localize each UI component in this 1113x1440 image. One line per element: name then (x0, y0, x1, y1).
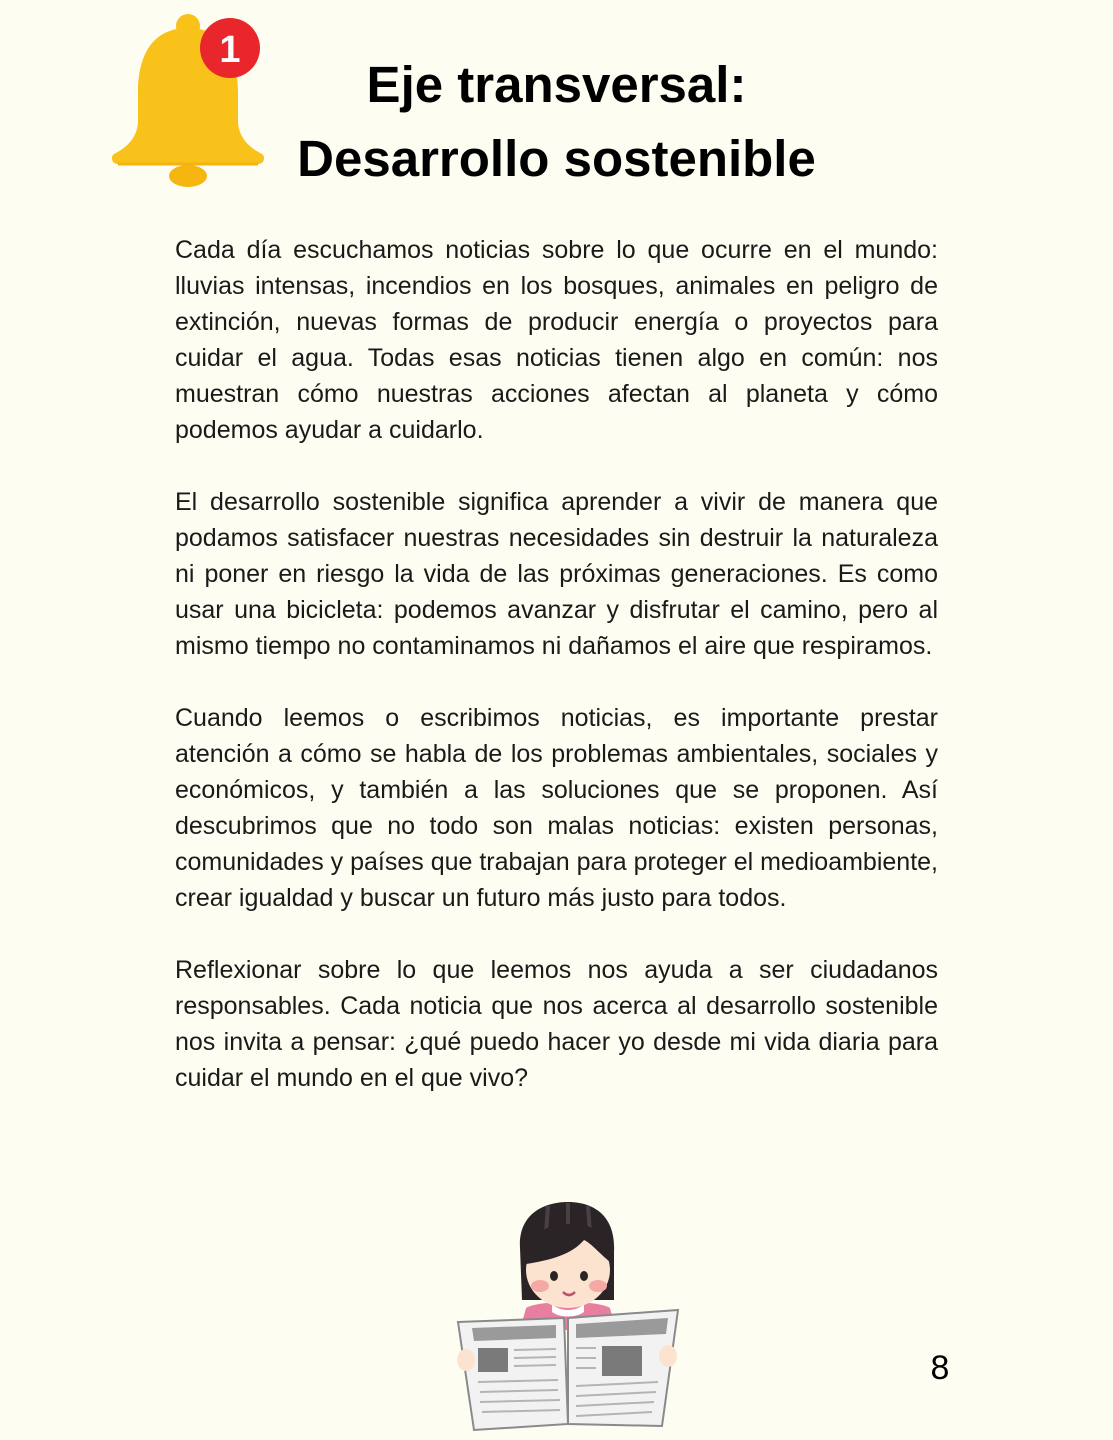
body-text (175, 232, 938, 1132)
page-title (200, 48, 913, 196)
paragraph-2: El desarrollo sostenible significa aprender a vivir de manera que podamos satisfacer nuestras necesidades sin destruir la naturaleza ni poner en riesgo la vida de las próximas generaciones. Es como usar una bicicleta: podemos avanzar y disfrutar el camino, pero al mismo tiempo no contaminamos ni dañamos el aire que respiramos. (175, 488, 938, 660)
notification-count: 1 (219, 29, 241, 71)
paragraph-4: Reflexionar sobre lo que leemos nos ayuda a ser ciudadanos responsables. Cada noticia que nos acerca al desarrollo sostenible nos invita a pensar: ¿qué puedo hacer yo desde mi vida diaria para cuidar el mundo en el que vivo? (175, 956, 938, 1092)
title-line-1: Eje transversal: (366, 56, 747, 113)
girl-reading-newspaper-illustration (452, 1200, 684, 1435)
title-line-2: Desarrollo sostenible (297, 130, 816, 187)
paragraph-3: Cuando leemos o escribimos noticias, es importante prestar atención a cómo se habla de los problemas ambientales, sociales y económicos, y también a las soluciones que se proponen. Así descubrimos que no todo son malas noticias: existen personas, comunidades y países que trabajan para proteger el medioambiente, crear igualdad y buscar un futuro más justo para todos. (175, 704, 938, 912)
paragraph-1: Cada día escuchamos noticias sobre lo que ocurre en el mundo: lluvias intensas, incendios en los bosques, animales en peligro de extinción, nuevas formas de producir energía o proyectos para cuidar el agua. Todas esas noticias tienen algo en común: nos muestran cómo nuestras acciones afectan al planeta y cómo podemos ayudar a cuidarlo. (175, 236, 938, 444)
page-number: 8 (930, 1349, 950, 1387)
